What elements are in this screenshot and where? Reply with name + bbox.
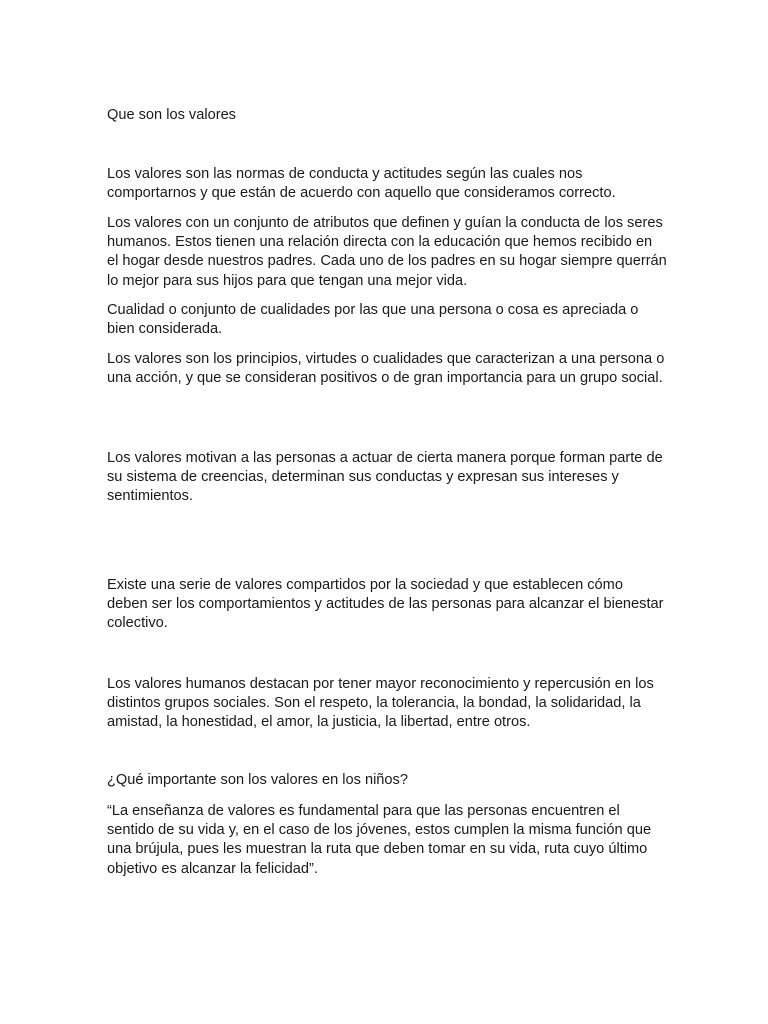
paragraph-4: Los valores son los principios, virtudes o cualidades que caracterizan a una persona o una acción, y que se consideran positivos o de gran importancia para un grupo social. <box>107 351 665 387</box>
quote-paragraph: “La enseñanza de valores es fundamental para que las personas encuentren el sentido de su vida y, en el caso de los jóvenes, estos cumplen la misma función que una brújula, pues les muestran la ruta que deben tomar en su vida, ruta cuyo último objetivo es alcanzar la felicidad”. <box>107 803 652 877</box>
paragraph-2: Los valores con un conjunto de atributos que definen y guían la conducta de los seres humanos. Estos tienen una relación directa con la educación que hemos recibido en el hogar desde nuestros padres. Cada uno de los padres en su hogar siempre querrán lo mejor para sus hijos para que tengan una mejor vida. <box>107 215 667 289</box>
paragraph-5: Los valores motivan a las personas a actuar de cierta manera porque forman parte de su sistema de creencias, determinan sus conductas y expresan sus intereses y sentimientos. <box>107 450 663 505</box>
question-heading: ¿Qué importante son los valores en los niños? <box>107 772 408 788</box>
paragraph-7: Los valores humanos destacan por tener mayor reconocimiento y repercusión en los distintos grupos sociales. Son el respeto, la tolerancia, la bondad, la solidaridad, la amistad, la honestidad, el amor, la justicia, la libertad, entre otros. <box>107 676 654 731</box>
paragraph-6: Existe una serie de valores compartidos por la sociedad y que establecen cómo deben ser los comportamientos y actitudes de las personas para alcanzar el bienestar colectivo. <box>107 577 664 632</box>
paragraph-3: Cualidad o conjunto de cualidades por las que una persona o cosa es apreciada o bien considerada. <box>107 302 639 338</box>
paragraph-1: Los valores son las normas de conducta y actitudes según las cuales nos comportarnos y que están de acuerdo con aquello que consideramos correcto. <box>107 166 616 202</box>
document-title: Que son los valores <box>107 107 236 123</box>
